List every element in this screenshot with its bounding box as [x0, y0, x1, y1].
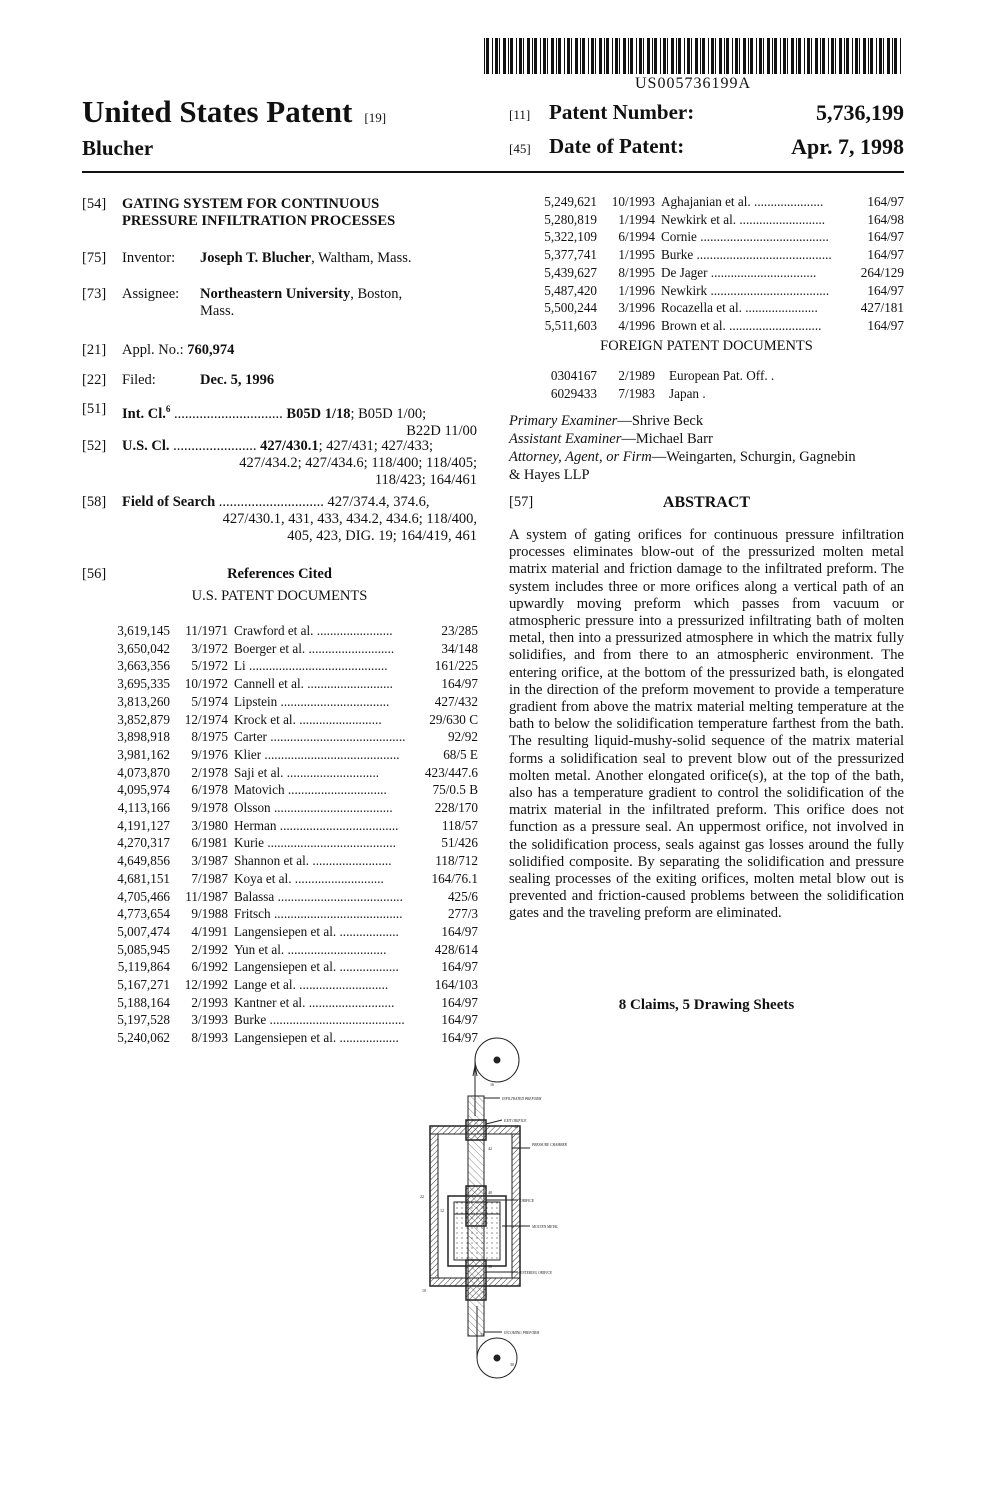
barcode-bar	[855, 38, 858, 74]
reference-row: 3,981,162 9/1976 Klier ......................................... 68/5 E	[117, 746, 478, 762]
reference-row: 5,167,271 12/1992 Lange et al. ........................... 164/103	[117, 977, 478, 993]
barcode-bar	[828, 38, 829, 74]
field-73-assignee: [73] Assignee: Northeastern University, Boston, Mass.	[82, 286, 403, 319]
reference-row: 3,898,918 8/1975 Carter ......................................... 92/92	[117, 729, 478, 745]
reference-row: 5,377,741 1/1995 Burke ......................................... 164/97	[544, 247, 904, 263]
barcode-bar	[492, 38, 493, 74]
barcode-bar	[540, 38, 541, 74]
barcode-bar	[547, 38, 548, 74]
barcode-bar	[508, 38, 509, 74]
barcode-bar	[499, 38, 500, 74]
barcode-bar	[695, 38, 698, 74]
barcode-bar	[660, 38, 661, 74]
barcode-bar	[654, 38, 657, 74]
barcode-bar	[820, 38, 821, 74]
barcode-bar	[804, 38, 805, 74]
reference-row: 3,852,879 12/1974 Krock et al. ......................... 29/630 C	[117, 711, 478, 727]
barcode-bar	[678, 38, 681, 74]
reference-row: 4,705,466 11/1987 Balassa ...................................... 425/6	[117, 888, 478, 904]
barcode-bar	[846, 38, 849, 74]
reference-row: 4,113,166 9/1978 Olsson .................................... 228/170	[117, 800, 478, 816]
us-references-right	[527, 193, 904, 335]
barcode-bar	[815, 38, 818, 74]
barcode-bar	[787, 38, 788, 74]
patent-date: Apr. 7, 1998	[791, 134, 904, 159]
reference-row: 5,249,621 10/1993 Aghajanian et al. ..................... 164/97	[544, 194, 904, 209]
barcode-bar	[702, 38, 705, 74]
ref-22: 22	[420, 1194, 424, 1199]
reference-row: 4,095,974 6/1978 Matovich .............................. 75/0.5 B	[117, 782, 478, 798]
barcode-bar	[894, 38, 897, 74]
barcode-bar	[503, 38, 506, 74]
barcode-bar	[735, 38, 738, 74]
barcode-bar	[750, 38, 753, 74]
ref-42: 42	[488, 1146, 492, 1151]
reference-row: 5,439,627 8/1995 De Jager ................................ 264/129	[544, 264, 904, 280]
barcode-bar	[580, 38, 581, 74]
ref-30: 30	[510, 1362, 514, 1367]
barcode-bar	[811, 38, 812, 74]
barcode-bar	[556, 38, 557, 74]
reference-row: 5,500,244 3/1996 Rocazella et al. ...................... 427/181	[544, 300, 904, 316]
foreign-row: 0304167 2/1989 European Pat. Off. .	[550, 368, 775, 383]
barcode-bar	[575, 38, 578, 74]
barcode-bar	[900, 38, 901, 74]
barcode-bar	[652, 38, 653, 74]
reference-row: 3,650,042 3/1972 Boerger et al. .......................... 34/148	[117, 640, 478, 656]
barcode-bar	[630, 38, 633, 74]
barcode-bar	[551, 38, 554, 74]
reference-row: 4,649,856 3/1987 Shannon et al. ........................ 118/712	[117, 853, 478, 869]
reference-row: 5,119,864 6/1992 Langensiepen et al. .................. 164/97	[117, 959, 478, 975]
barcode-bar	[822, 38, 825, 74]
field-56-refs: [56] References Cited U.S. PATENT DOCUMENTS	[82, 566, 368, 604]
reference-row: 4,191,127 3/1980 Herman .................................... 118/57	[117, 817, 478, 833]
barcode-bar	[523, 38, 524, 74]
ref-36: 36	[488, 1264, 492, 1269]
barcode-bar	[495, 38, 498, 74]
barcode-bar	[667, 38, 668, 74]
label-infiltrated-preform: INFILTRATED PREFORM	[502, 1097, 542, 1101]
barcode-bar	[564, 38, 565, 74]
barcode-bar	[532, 38, 533, 74]
barcode-bar	[883, 38, 884, 74]
barcode-bar	[516, 38, 517, 74]
barcode-bar	[599, 38, 602, 74]
barcode-bar	[831, 38, 834, 74]
reference-row: 5,197,528 3/1993 Burke ......................................... 164/97	[117, 1012, 478, 1028]
reference-row: 4,681,151 7/1987 Koya et al. ........................... 164/76.1	[117, 870, 478, 886]
barcode-bar	[628, 38, 629, 74]
barcode-bar	[726, 38, 729, 74]
barcode-bar	[519, 38, 522, 74]
barcode-bar	[774, 38, 777, 74]
foreign-heading: FOREIGN PATENT DOCUMENTS	[600, 338, 813, 354]
barcode-bar	[844, 38, 845, 74]
foreign-references	[527, 367, 904, 402]
barcode-bar	[527, 38, 530, 74]
reference-row: 3,813,260 5/1974 Lipstein ................................. 427/432	[117, 693, 478, 709]
label-pressure-chamber: PRESSURE CHAMBER	[532, 1143, 567, 1147]
reference-row: 3,695,335 10/1972 Cannell et al. .......................... 164/97	[117, 676, 478, 692]
barcode-bar	[791, 38, 794, 74]
ref-40: 40	[488, 1190, 492, 1195]
barcode-bar	[595, 38, 596, 74]
barcode-bar	[892, 38, 893, 74]
barcode-bar	[615, 38, 618, 74]
barcode-bar	[691, 38, 692, 74]
inventor-header: Blucher	[82, 136, 154, 160]
reference-row: 3,663,356 5/1972 Li .......................................... 161/225	[117, 658, 478, 674]
reference-row: 5,487,420 1/1996 Newkirk .................................... 164/97	[544, 282, 904, 298]
barcode-bar	[612, 38, 613, 74]
reference-row: 4,073,870 2/1978 Saji et al. ............................ 423/447.6	[117, 764, 478, 780]
abstract-header: [57] ABSTRACT	[509, 494, 751, 511]
barcode-bar	[719, 38, 722, 74]
barcode-bar	[798, 38, 801, 74]
barcode-bar	[571, 38, 572, 74]
ref-12: 12	[440, 1208, 444, 1213]
claims-summary: 8 Claims, 5 Drawing Sheets	[618, 997, 795, 1013]
reference-row: 4,270,317 6/1981 Kurie ....................................... 51/426	[117, 835, 478, 851]
barcode-bar	[510, 38, 513, 74]
barcode-bar	[870, 38, 873, 74]
barcode-bar	[756, 38, 757, 74]
barcode-bar	[684, 38, 685, 74]
reference-row: 5,240,062 8/1993 Langensiepen et al. .................. 164/97	[117, 1030, 478, 1046]
patent-drawing	[410, 1036, 580, 1381]
publication-number: US005736199A	[634, 75, 751, 92]
label-orifice: ORIFICE	[520, 1199, 534, 1203]
label-molten-metal: MOLTEN METAL	[532, 1225, 559, 1229]
reference-row: 5,085,945 2/1992 Yun et al. .............................. 428/614	[117, 941, 478, 957]
barcode-bar	[700, 38, 701, 74]
barcode-bar	[796, 38, 797, 74]
barcode-bar	[852, 38, 853, 74]
ref-44: 44	[514, 1124, 518, 1129]
barcode-bar	[772, 38, 773, 74]
barcode-bar	[676, 38, 677, 74]
label-entering-orifice: ENTERING ORIFICE	[520, 1271, 553, 1275]
barcode-bar	[647, 38, 650, 74]
barcode-bar	[534, 38, 537, 74]
barcode-bar	[835, 38, 836, 74]
barcode-bar	[887, 38, 890, 74]
ref-10: 10	[422, 1288, 426, 1293]
reference-row: 5,188,164 2/1993 Kantner et al. .......................... 164/97	[117, 994, 478, 1010]
barcode-bar	[839, 38, 842, 74]
barcode-bar	[663, 38, 666, 74]
barcode-bar	[558, 38, 561, 74]
reference-row: 4,773,654 9/1988 Fritsch ....................................... 277/3	[117, 906, 478, 922]
barcode-bar	[543, 38, 546, 74]
reference-row: 5,280,819 1/1994 Newkirk et al. .......................... 164/98	[544, 211, 904, 227]
ref-32: 32	[480, 1332, 484, 1337]
label-incoming-preform: INCOMING PREFORM	[504, 1331, 540, 1335]
date-row: [45] Date of Patent: Apr. 7, 1998	[509, 134, 904, 159]
barcode-bar	[708, 38, 709, 74]
field-51-intcl: [51] Int. Cl.$^6$ .............................. B05D 1/18; B05D 1/00; B22D 11/00	[82, 401, 477, 439]
barcode-bar	[484, 38, 485, 74]
barcode-bar	[619, 38, 620, 74]
header-rule	[82, 171, 904, 173]
barcode-bar	[879, 38, 882, 74]
barcode-bar	[780, 38, 781, 74]
barcode-bar	[711, 38, 714, 74]
barcode-bar	[567, 38, 570, 74]
barcode-bar	[863, 38, 866, 74]
barcode-bar	[739, 38, 740, 74]
barcode-bar	[783, 38, 786, 74]
barcode-bar	[606, 38, 609, 74]
abstract-text: A system of gating orifices for continuous pressure infiltration processes eliminates blow-out of the pressurized molten metal matrix material and friction damage to the infiltrated preform. The system includes three or more orifices along a vertical path of an upwardly moving preform which passes from vacuum or atmospheric pressure into a pressurized infiltrating bath of molten metal, then into a pressurized atmosphere in which the matrix fully solidifies, and from there to an atmospheric environment. The entering orifice, at the bottom of the pressurized bath, is elongated in the direction of the preform movement to provide a temperature gradient from above the matrix material melting temperature at the bath to below the solidification temperature farthest from the bath. The resulting liquid-mushy-solid sequence of the matrix material forms a solidification seal to prevent blow out of the pressurized molten metal. Another elongated orifice(s), at the top of the bath, also has a temperature gradient to control the solidification of the matrix material in the infiltrated preform. This orifice does not function as a pressure seal. An uppermost orifice, not involved in the solidification process, seals against gas losses around the fully solidified composite. By separating the solidification and pressure sealing processes of the exiting orifices, molten metal blow out is prevented and friction-caused problems between the solidification gates and the traveling preform are eliminated.	[509, 527, 904, 922]
barcode-bar	[767, 38, 770, 74]
barcode-bar	[743, 38, 746, 74]
field-22-filed: [22] Filed: Dec. 5, 1996	[82, 372, 275, 388]
barcode-bar	[591, 38, 594, 74]
barcode-bar	[636, 38, 637, 74]
barcode-bar	[588, 38, 589, 74]
barcode-bar	[486, 38, 489, 74]
barcode-bar	[876, 38, 877, 74]
label-exit-orifice: EXIT ORIFICE	[504, 1119, 527, 1123]
field-21-appl: [21] Appl. No.: 760,974	[82, 342, 235, 358]
reference-row: 5,511,603 4/1996 Brown et al. ............................ 164/97	[544, 317, 904, 333]
barcode-bar	[715, 38, 716, 74]
ref-16: 16	[490, 1082, 494, 1087]
barcode-bar	[748, 38, 749, 74]
examiners: Primary Examiner—Shrive Beck Assistant Examiner—Michael Barr Attorney, Agent, or Firm—Weingarten, Schurgin, Gagnebin & Hayes LLP	[509, 413, 856, 483]
field-58-search: [58] Field of Search ............................. 427/374.4, 374.6, 427/430.1, 431, 433, 434.2, 434.6; 118/400, 405, 423, DIG. 19; 164/419, 461	[82, 494, 477, 544]
us-references-left	[100, 622, 478, 1047]
document-title: United States Patent [19]	[82, 94, 387, 129]
barcode-bar	[759, 38, 762, 74]
field-52-uscl: [52] U.S. Cl. ....................... 427/430.1; 427/431; 427/433; 427/434.2; 427/434.6; 118/400; 118/405; 118/423; 164/461	[82, 438, 477, 488]
barcode-bar	[763, 38, 764, 74]
patent-number: 5,736,199	[816, 100, 904, 125]
barcode-bar	[807, 38, 810, 74]
barcode-bar	[687, 38, 690, 74]
title-tag: [19]	[364, 110, 387, 125]
barcode-bar	[859, 38, 860, 74]
barcode-bar	[868, 38, 869, 74]
barcode-bar	[582, 38, 585, 74]
field-54-title: [54] GATING SYSTEM FOR CONTINUOUS PRESSURE INFILTRATION PROCESSES	[82, 196, 396, 229]
field-75-inventor: [75] Inventor: Joseph T. Blucher, Waltham, Mass.	[82, 250, 412, 266]
barcode-bar	[643, 38, 644, 74]
reference-row: 3,619,145 11/1971 Crawford et al. ....................... 23/285	[117, 623, 478, 638]
barcode-bar	[671, 38, 674, 74]
reference-row: 5,322,109 6/1994 Cornie ....................................... 164/97	[544, 229, 904, 245]
barcode-bar	[604, 38, 605, 74]
foreign-row: 6029433 7/1983 Japan .	[550, 385, 706, 401]
barcode-bar	[639, 38, 642, 74]
reference-row: 5,007,474 4/1991 Langensiepen et al. .................. 164/97	[117, 923, 478, 939]
barcode-bar	[724, 38, 725, 74]
barcode-bar	[623, 38, 626, 74]
barcode-bar	[732, 38, 733, 74]
patent-number-row: [11] Patent Number: 5,736,199	[509, 100, 904, 125]
